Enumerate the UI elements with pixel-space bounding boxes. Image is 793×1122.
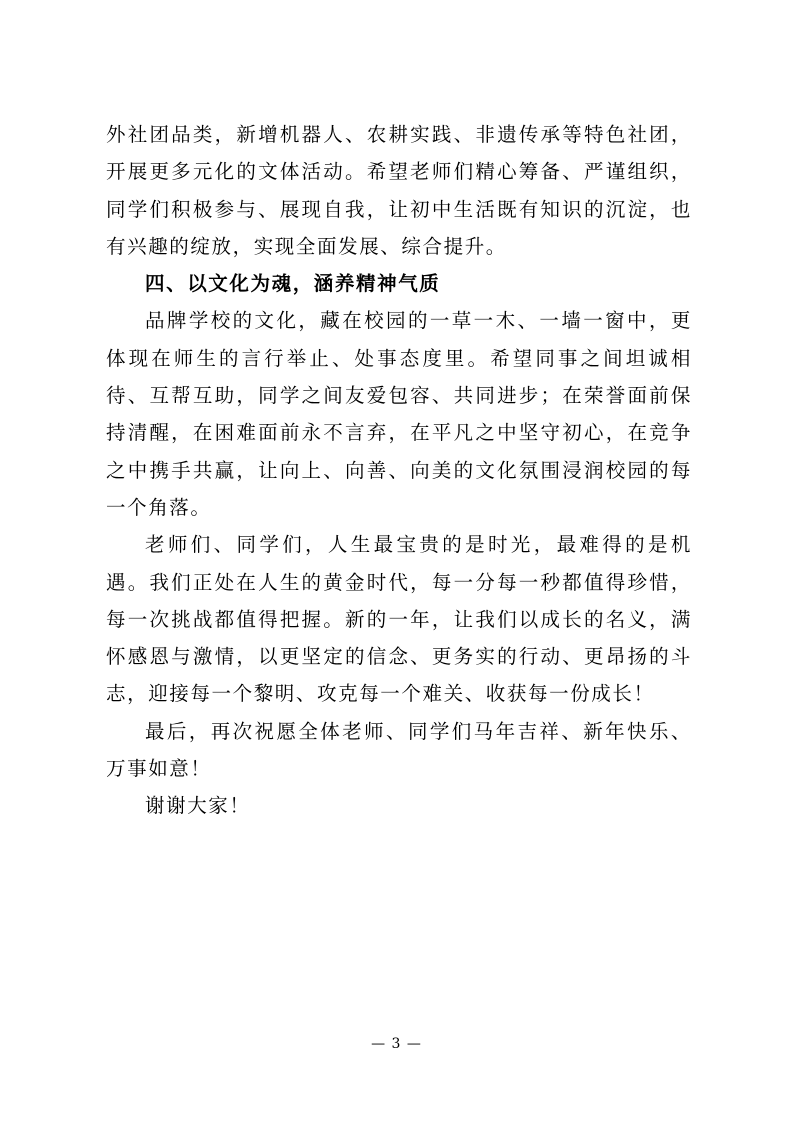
paragraph-culture: 品牌学校的文化，藏在校园的一草一木、一墙一窗中，更体现在师生的言行举止、处事态度里。希望同事之间坦诚相待、互帮互助，同学之间友爱包容、共同进步；在荣誉面前保持清醒，在困难面前永不言弃，在平凡之中坚守初心，在竞争之中携手共赢，让向上、向善、向美的文化氛围浸润校园的每一个角落。 <box>106 309 692 519</box>
paragraph-address: 老师们、同学们，人生最宝贵的是时光，最难得的是机遇。我们正处在人生的黄金时代，每一分每一秒都值得珍惜，每一次挑战都值得把握。新的一年，让我们以成长的名义，满怀感恩与激情，以更坚定的信念、更务实的行动、更昂扬的斗志，迎接每一个黎明、攻克每一个难关、收获每一份成长！ <box>106 533 692 706</box>
page-number: — 3 — <box>371 1036 422 1052</box>
paragraph-wishes: 最后，再次祝愿全体老师、同学们马年吉祥、新年快乐、万事如意！ <box>106 719 692 781</box>
section-heading: 四、以文化为魂，涵养精神气质 <box>145 272 441 296</box>
paragraph-continued: 外社团品类，新增机器人、农耕实践、非遗传承等特色社团，开展更多元化的文体活动。希望老师们精心筹备、严谨组织，同学们积极参与、展现自我，让初中生活既有知识的沉淀，也有兴趣的绽放，实现全面发展、综合提升。 <box>106 123 692 258</box>
paragraph-thanks: 谢谢大家！ <box>145 794 251 818</box>
body-text <box>106 116 692 825</box>
